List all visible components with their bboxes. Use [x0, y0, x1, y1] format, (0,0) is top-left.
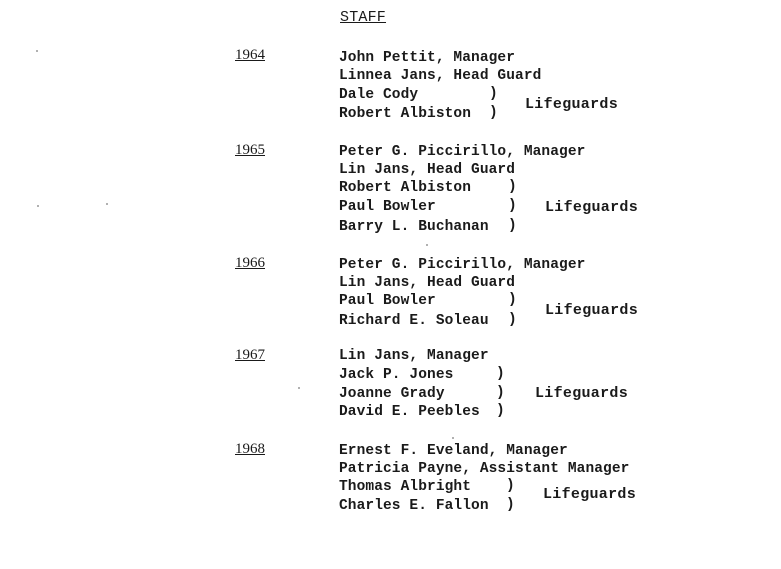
- bracket-paren: ): [506, 497, 515, 513]
- staff-line: Paul Bowler: [339, 199, 436, 215]
- staff-line: Peter G. Piccirillo, Manager: [339, 257, 586, 273]
- bracket-paren: ): [508, 198, 517, 214]
- scan-speck: [106, 203, 108, 205]
- scan-speck: [37, 205, 39, 207]
- bracket-paren: ): [508, 292, 517, 308]
- year-1966: 1966: [235, 255, 265, 271]
- staff-line: David E. Peebles: [339, 404, 480, 420]
- bracket-paren: ): [489, 105, 498, 121]
- page-title: STAFF: [340, 9, 387, 26]
- year-1964: 1964: [235, 47, 265, 63]
- staff-line: Robert Albiston: [339, 180, 472, 196]
- year-1965: 1965: [235, 142, 265, 158]
- lifeguards-label: Lifeguards: [535, 385, 629, 402]
- bracket-paren: ): [508, 179, 517, 195]
- staff-line: Linnea Jans, Head Guard: [339, 68, 542, 84]
- staff-line: Joanne Grady: [339, 386, 445, 402]
- lifeguards-label: Lifeguards: [543, 486, 637, 503]
- staff-line: Jack P. Jones: [339, 367, 454, 383]
- staff-line: Lin Jans, Head Guard: [339, 275, 516, 291]
- scan-speck: [36, 50, 38, 52]
- lifeguards-label: Lifeguards: [525, 96, 619, 113]
- scan-speck: [452, 437, 454, 439]
- scan-speck: [298, 387, 300, 389]
- year-1968: 1968: [235, 441, 265, 457]
- bracket-paren: ): [496, 403, 505, 419]
- staff-line: Richard E. Soleau: [339, 313, 489, 329]
- staff-line: Lin Jans, Head Guard: [339, 162, 516, 178]
- lifeguards-label: Lifeguards: [545, 302, 639, 319]
- staff-line: Barry L. Buchanan: [339, 219, 489, 235]
- bracket-paren: ): [506, 478, 515, 494]
- staff-line: Charles E. Fallon: [339, 498, 489, 514]
- bracket-paren: ): [508, 218, 517, 234]
- bracket-paren: ): [496, 385, 505, 401]
- bracket-paren: ): [496, 366, 505, 382]
- staff-line: Ernest F. Eveland, Manager: [339, 443, 568, 459]
- scan-speck: [426, 244, 428, 246]
- staff-line: Robert Albiston: [339, 106, 472, 122]
- bracket-paren: ): [489, 86, 498, 102]
- staff-line: Paul Bowler: [339, 293, 436, 309]
- staff-line: John Pettit, Manager: [339, 50, 516, 66]
- lifeguards-label: Lifeguards: [545, 199, 639, 216]
- staff-line: Thomas Albright: [339, 479, 472, 495]
- staff-line: Lin Jans, Manager: [339, 348, 489, 364]
- staff-line: Patricia Payne, Assistant Manager: [339, 461, 630, 477]
- year-1967: 1967: [235, 347, 265, 363]
- staff-line: Peter G. Piccirillo, Manager: [339, 144, 586, 160]
- staff-line: Dale Cody: [339, 87, 419, 103]
- bracket-paren: ): [508, 312, 517, 328]
